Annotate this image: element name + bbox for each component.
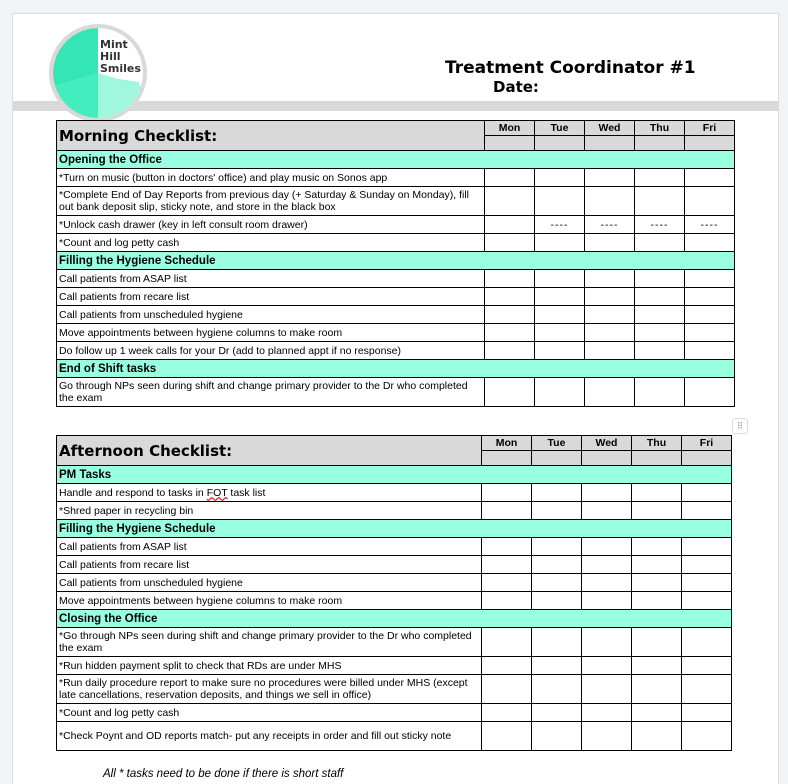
check-cell[interactable] <box>532 592 582 610</box>
check-cell[interactable] <box>482 574 532 592</box>
check-cell[interactable] <box>485 306 535 324</box>
check-cell[interactable] <box>482 538 532 556</box>
check-cell[interactable] <box>682 675 732 704</box>
task-label: *Unlock cash drawer (key in left consult room drawer) <box>57 216 485 234</box>
check-cell[interactable] <box>582 592 632 610</box>
day-header: Fri <box>682 436 732 451</box>
check-cell[interactable] <box>685 306 735 324</box>
task-row <box>57 675 732 704</box>
check-cell[interactable] <box>632 657 682 675</box>
task-label: *Count and log petty cash <box>57 704 482 722</box>
check-cell[interactable] <box>482 592 532 610</box>
check-cell[interactable] <box>632 556 682 574</box>
check-cell[interactable] <box>482 556 532 574</box>
check-cell[interactable] <box>632 538 682 556</box>
check-cell[interactable] <box>585 324 635 342</box>
task-row <box>57 722 732 751</box>
day-header-blank <box>682 451 732 466</box>
check-cell[interactable] <box>535 288 585 306</box>
check-cell[interactable] <box>632 675 682 704</box>
check-cell[interactable] <box>535 378 585 407</box>
task-row <box>57 484 732 502</box>
header-row <box>57 436 732 451</box>
check-cell[interactable] <box>682 502 732 520</box>
task-row <box>57 187 735 216</box>
check-cell[interactable] <box>632 704 682 722</box>
task-row <box>57 288 735 306</box>
check-cell[interactable] <box>585 169 635 187</box>
check-cell[interactable] <box>485 270 535 288</box>
logo-text <box>100 39 141 75</box>
check-cell[interactable] <box>535 234 585 252</box>
day-header: Mon <box>482 436 532 451</box>
footnote: All * tasks need to be done if there is short staff <box>103 768 344 780</box>
check-cell[interactable] <box>685 324 735 342</box>
task-label: *Check Poynt and OD reports match- put any receipts in order and fill out sticky note <box>57 722 482 751</box>
task-row <box>57 306 735 324</box>
check-cell[interactable] <box>682 704 732 722</box>
task-row <box>57 216 735 234</box>
day-header-blank <box>685 136 735 151</box>
afternoon-checklist-table <box>56 435 732 751</box>
task-label: Call patients from unscheduled hygiene <box>57 306 485 324</box>
check-cell[interactable] <box>485 288 535 306</box>
check-cell[interactable] <box>485 324 535 342</box>
check-cell[interactable] <box>635 270 685 288</box>
check-cell[interactable] <box>582 675 632 704</box>
check-cell[interactable] <box>582 538 632 556</box>
section-row <box>57 151 735 169</box>
task-label: *Run hidden payment split to check that RDs are under MHS <box>57 657 482 675</box>
task-row <box>57 628 732 657</box>
section-row <box>57 360 735 378</box>
check-cell[interactable] <box>585 288 635 306</box>
document-page <box>12 13 779 784</box>
check-cell[interactable] <box>635 324 685 342</box>
task-label: Call patients from ASAP list <box>57 270 485 288</box>
check-cell[interactable] <box>482 722 532 751</box>
day-header: Tue <box>535 121 585 136</box>
check-cell[interactable] <box>532 574 582 592</box>
task-label: *Shred paper in recycling bin <box>57 502 482 520</box>
check-cell[interactable]: ---- <box>585 216 635 234</box>
check-cell[interactable]: ---- <box>685 216 735 234</box>
check-cell[interactable] <box>685 234 735 252</box>
check-cell[interactable] <box>532 628 582 657</box>
day-header-blank <box>582 451 632 466</box>
check-cell[interactable] <box>482 704 532 722</box>
date-label: Date: <box>493 78 539 96</box>
section-heading: Filling the Hygiene Schedule <box>57 520 732 538</box>
day-header: Tue <box>532 436 582 451</box>
check-cell[interactable] <box>682 556 732 574</box>
section-row <box>57 610 732 628</box>
spellcheck-word[interactable]: FOT <box>206 486 228 499</box>
check-cell[interactable] <box>535 270 585 288</box>
check-cell[interactable] <box>585 342 635 360</box>
day-header-blank <box>585 136 635 151</box>
day-header: Wed <box>582 436 632 451</box>
check-cell[interactable] <box>532 722 582 751</box>
task-row <box>57 270 735 288</box>
check-cell[interactable] <box>532 657 582 675</box>
check-cell[interactable] <box>535 169 585 187</box>
check-cell[interactable] <box>685 169 735 187</box>
check-cell[interactable] <box>632 574 682 592</box>
check-cell[interactable] <box>582 556 632 574</box>
day-header-blank <box>535 136 585 151</box>
check-cell[interactable] <box>632 502 682 520</box>
check-cell[interactable] <box>682 538 732 556</box>
section-heading: Closing the Office <box>57 610 732 628</box>
logo-line: Smiles <box>100 62 141 75</box>
table-drag-handle-icon[interactable]: ⠿ <box>732 418 748 434</box>
check-cell[interactable] <box>682 628 732 657</box>
check-cell[interactable] <box>585 306 635 324</box>
day-header-blank <box>485 136 535 151</box>
check-cell[interactable] <box>532 556 582 574</box>
day-header: Thu <box>635 121 685 136</box>
checklist-title: Morning Checklist: <box>57 121 485 151</box>
task-label: Handle and respond to tasks in FOT task list <box>57 484 482 502</box>
check-cell[interactable] <box>535 342 585 360</box>
check-cell[interactable] <box>632 592 682 610</box>
check-cell[interactable] <box>682 574 732 592</box>
check-cell[interactable] <box>635 288 685 306</box>
check-cell[interactable] <box>535 324 585 342</box>
check-cell[interactable] <box>632 484 682 502</box>
section-heading: Opening the Office <box>57 151 735 169</box>
check-cell[interactable] <box>635 169 685 187</box>
check-cell[interactable] <box>635 378 685 407</box>
day-header: Wed <box>585 121 635 136</box>
check-cell[interactable] <box>482 484 532 502</box>
check-cell[interactable] <box>635 234 685 252</box>
section-row <box>57 466 732 484</box>
check-cell[interactable] <box>685 378 735 407</box>
day-header: Thu <box>632 436 682 451</box>
check-cell[interactable] <box>635 342 685 360</box>
page-title: Treatment Coordinator #1 <box>445 58 696 78</box>
check-cell[interactable] <box>485 342 535 360</box>
check-cell[interactable] <box>582 628 632 657</box>
check-cell[interactable] <box>485 187 535 216</box>
task-label: Call patients from ASAP list <box>57 538 482 556</box>
task-label: *Go through NPs seen during shift and change primary provider to the Dr who completed the exam <box>57 628 482 657</box>
section-heading: End of Shift tasks <box>57 360 735 378</box>
section-row <box>57 520 732 538</box>
check-cell[interactable] <box>682 722 732 751</box>
check-cell[interactable] <box>582 484 632 502</box>
task-row <box>57 169 735 187</box>
day-header: Mon <box>485 121 535 136</box>
check-cell[interactable] <box>485 216 535 234</box>
check-cell[interactable] <box>582 657 632 675</box>
check-cell[interactable] <box>685 288 735 306</box>
check-cell[interactable] <box>582 704 632 722</box>
check-cell[interactable] <box>532 484 582 502</box>
check-cell[interactable]: ---- <box>635 216 685 234</box>
task-row <box>57 657 732 675</box>
check-cell[interactable] <box>682 657 732 675</box>
task-row <box>57 556 732 574</box>
task-label: Do follow up 1 week calls for your Dr (add to planned appt if no response) <box>57 342 485 360</box>
task-label: *Count and log petty cash <box>57 234 485 252</box>
day-header-blank <box>532 451 582 466</box>
check-cell[interactable] <box>685 270 735 288</box>
header-row <box>57 121 735 136</box>
task-label: *Run daily procedure report to make sure no procedures were billed under MHS (except late cancellations, reservation deposits, and things we sell in office) <box>57 675 482 704</box>
check-cell[interactable] <box>632 722 682 751</box>
check-cell[interactable] <box>682 592 732 610</box>
task-label: Go through NPs seen during shift and change primary provider to the Dr who completed the exam <box>57 378 485 407</box>
checklist-title: Afternoon Checklist: <box>57 436 482 466</box>
day-header-blank <box>482 451 532 466</box>
task-row <box>57 234 735 252</box>
check-cell[interactable] <box>535 187 585 216</box>
section-heading: PM Tasks <box>57 466 732 484</box>
task-label: Move appointments between hygiene columns to make room <box>57 592 482 610</box>
task-label: *Turn on music (button in doctors' office) and play music on Sonos app <box>57 169 485 187</box>
check-cell[interactable] <box>532 675 582 704</box>
check-cell[interactable] <box>585 187 635 216</box>
morning-checklist-table <box>56 120 735 407</box>
check-cell[interactable] <box>482 657 532 675</box>
day-header: Fri <box>685 121 735 136</box>
check-cell[interactable] <box>482 628 532 657</box>
check-cell[interactable] <box>635 187 685 216</box>
check-cell[interactable] <box>682 484 732 502</box>
check-cell[interactable] <box>585 378 635 407</box>
check-cell[interactable] <box>482 675 532 704</box>
logo-line: Mint <box>100 38 128 51</box>
task-label: Call patients from recare list <box>57 288 485 306</box>
task-label: Move appointments between hygiene columns to make room <box>57 324 485 342</box>
check-cell[interactable] <box>485 169 535 187</box>
check-cell[interactable] <box>585 234 635 252</box>
check-cell[interactable] <box>685 187 735 216</box>
day-header-blank <box>632 451 682 466</box>
section-heading: Filling the Hygiene Schedule <box>57 252 735 270</box>
day-header-blank <box>635 136 685 151</box>
task-label: Call patients from unscheduled hygiene <box>57 574 482 592</box>
check-cell[interactable] <box>632 628 682 657</box>
check-cell[interactable] <box>485 234 535 252</box>
check-cell[interactable] <box>582 502 632 520</box>
task-label: *Complete End of Day Reports from previous day (+ Saturday & Sunday on Monday), fill out bank deposit slip, sticky note, and store in the black box <box>57 187 485 216</box>
check-cell[interactable] <box>585 270 635 288</box>
check-cell[interactable] <box>635 306 685 324</box>
check-cell[interactable] <box>485 378 535 407</box>
task-row <box>57 574 732 592</box>
task-row <box>57 342 735 360</box>
task-row <box>57 378 735 407</box>
task-row <box>57 704 732 722</box>
task-row <box>57 538 732 556</box>
check-cell[interactable] <box>482 502 532 520</box>
task-row <box>57 324 735 342</box>
task-row <box>57 592 732 610</box>
task-row <box>57 502 732 520</box>
task-label: Call patients from recare list <box>57 556 482 574</box>
check-cell[interactable] <box>532 704 582 722</box>
section-row <box>57 252 735 270</box>
check-cell[interactable] <box>532 502 582 520</box>
check-cell[interactable]: ---- <box>535 216 585 234</box>
check-cell[interactable] <box>582 722 632 751</box>
check-cell[interactable] <box>582 574 632 592</box>
check-cell[interactable] <box>535 306 585 324</box>
check-cell[interactable] <box>532 538 582 556</box>
logo-line: Hill <box>100 50 121 63</box>
check-cell[interactable] <box>685 342 735 360</box>
